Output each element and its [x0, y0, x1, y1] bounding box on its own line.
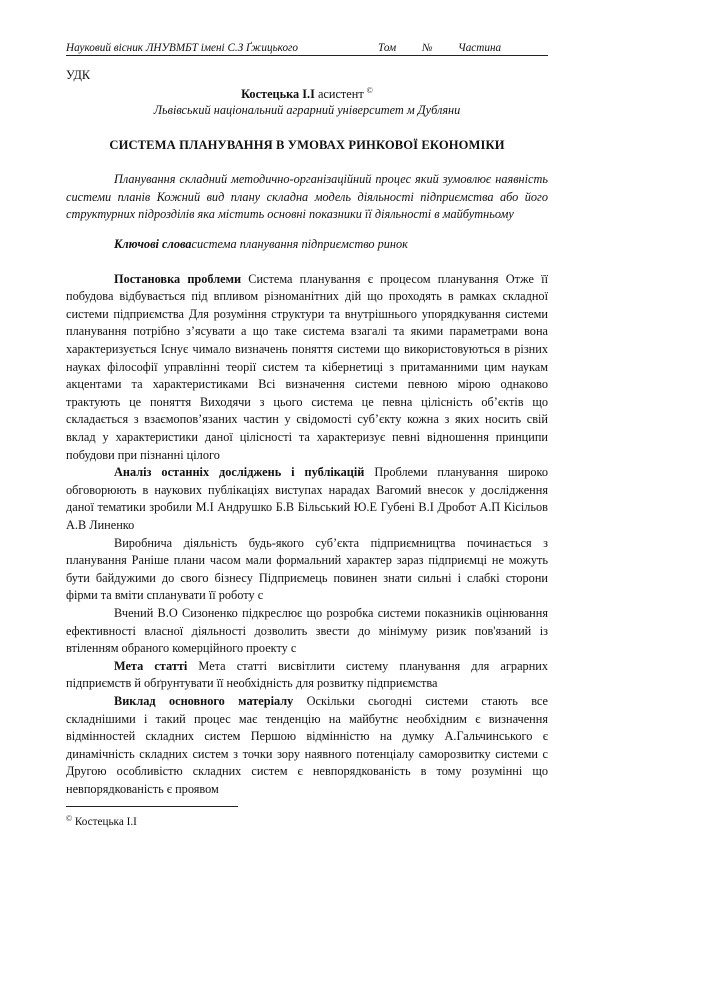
- paragraph-lead: Постановка проблеми: [114, 271, 242, 286]
- footnote: [66, 812, 548, 829]
- paragraph-lead: Виклад основного матеріалу: [114, 693, 294, 708]
- footnote-mark: ©: [66, 814, 73, 824]
- paper-title: СИСТЕМА ПЛАНУВАННЯ В УМОВАХ РИНКОВОЇ ЕКОНОМІКИ: [109, 138, 505, 152]
- running-head-journal: Науковий вісник ЛНУВМБТ імені С.З Ґжицького: [66, 42, 299, 54]
- keywords-text: система планування підприємство ринок: [191, 237, 408, 252]
- running-head-volume: Том: [378, 42, 397, 54]
- author-name: Костецька І.І: [241, 87, 315, 101]
- paragraph-lead: Аналіз останніх досліджень і публікацій: [114, 465, 365, 480]
- paragraph-text: Виробнича діяльність будь-якого суб’єкта підприємництва починається з планування Раніше плани часом мали формальний характер зараз підприємці не можуть бути байдужими до свого бізнесу Підприємець повинен знати сильні і слабкі сторони фірми та вміти спланувати її роботу с: [66, 535, 548, 603]
- author-affiliation: Львівський національний аграрний університет м Дубляни: [153, 103, 461, 117]
- paper-page: [66, 38, 548, 829]
- paragraph-literature-review: [66, 464, 548, 534]
- running-head-number: №: [422, 42, 433, 54]
- keywords: [66, 236, 548, 254]
- paragraph-problem-statement: [66, 271, 548, 465]
- footnote-text: Костецька І.І: [74, 816, 137, 829]
- paragraph-production-activity: [66, 535, 548, 605]
- author-line: [66, 83, 548, 102]
- paragraph-text: Вчений В.О Сизоненко підкреслює що розробка системи показників оцінювання ефективності власної діяльності дозволить звести до мінімуму ризик пов'язаний із втіленням обраного комерційного проекту с: [66, 605, 548, 656]
- paragraph-lead: Мета статті: [114, 658, 188, 673]
- paragraph-article-aim: [66, 658, 548, 693]
- abstract: Планування складний методично-організаційний процес який зумовлює наявність системи планів Кожний вид плану складна модель діяльності підприємства або його структурних підрозділів яка містить основні показники її діяльності в майбутньому: [66, 172, 548, 222]
- running-head-part: Частина: [458, 42, 502, 54]
- paragraph-text: Проблеми планування широко обговорюють в наукових публікаціях виступах нарадах Вагомий внесок у дослідження даної тематики зробили М.І Андрушко Б.В Більський Ю.Е Губені В.І Дробот А.П Кісільов А.В Линенко: [66, 465, 548, 532]
- author-copyright-mark: ©: [366, 86, 373, 95]
- paragraph-text: Оскільки сьогодні системи стають все складнішими і такий процес має тенденцію на майбутнє необхідним є визначення відмінностей складних систем Першою відмінністю на думку А.Гальчинського є динамічність складних систем з точки зору наявного потенціалу саморозвитку системи с Другою особливістю складних систем є невпорядкованість в тому розумінні що невпорядкованість є проявом: [66, 693, 548, 796]
- running-head: [66, 38, 548, 56]
- body-text: [66, 271, 548, 799]
- author-position: асистент: [317, 87, 364, 101]
- udk-label: УДК: [66, 68, 91, 82]
- keywords-label: Ключові слова: [114, 237, 192, 252]
- paragraph-sizonenko: [66, 605, 548, 658]
- paragraph-main-material: [66, 693, 548, 799]
- footnote-divider: [66, 806, 238, 807]
- paragraph-text: Система планування є процесом планування Отже її побудова відбувається під впливом різноманітних дій що проходять в рамках складної системи підприємства Для розуміння структури та внутрішнього упорядкування системи планування потрібно з’ясувати а що таке система взагалі та якими параметрами вона характеризується Існує чимало визначень поняття системи що використовуються в різних науках філософії управлінні теорії систем та кібернетиці з притаманними цим наукам акцентами та характеристиками Всі визначення системи певною мірою однаково трактують це поняття Виходячи з цього система це певна цілісність об’єктів що складається з взаємопов’язаних частин у свідомості суб’єкту кожна з яких носить свій вклад у характеристики даної цілісності та характеризує певні відношення принципи побудови при пізнанні цілого: [66, 271, 548, 462]
- paragraph-text: Мета статті висвітлити систему планування для аграрних підприємств й обґрунтувати її необхідність для розвитку підприємства: [66, 658, 549, 691]
